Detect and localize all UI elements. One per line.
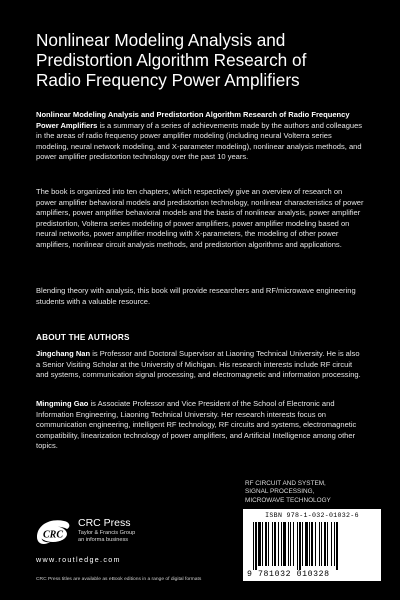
barcode-bar	[302, 522, 303, 566]
author-name-2: Mingming Gao	[36, 399, 89, 408]
barcode-bar	[321, 522, 322, 566]
barcode-bar	[278, 522, 279, 566]
barcode-bar	[331, 522, 332, 566]
crc-logo-text: CRC	[42, 529, 64, 541]
barcode-bar	[327, 522, 328, 566]
isbn-number: ISBN 978-1-032-01032-6	[265, 512, 359, 519]
organization-paragraph: The book is organized into ten chapters, which respectively give an overview of research on power amplifier behavioral models and predistortion technology, nonlinear characteristics of power amplifiers, power amplifier behavioral models and the basis of nonlinear analysis, power amplifier predistortion, Volterra series modeling of power amplifiers, power amplifier modeling based on neural networks, power amplifier modeling with X-parameters, the modeling of other power amplifiers, nonlinear circuit analysis methods, and predistortion algorithms and applications.	[36, 187, 364, 249]
author-bio-1	[36, 349, 364, 381]
subject-category: RF CIRCUIT AND SYSTEM,	[245, 480, 326, 487]
barcode-bar	[272, 522, 273, 566]
publisher-url: www.routledge.com	[36, 555, 121, 564]
summary-paragraph: Blending theory with analysis, this book will provide researchers and RF/microwave engineering students with a valuable resource.	[36, 286, 356, 306]
intro-paragraph	[36, 110, 364, 163]
about-authors-heading: ABOUT THE AUTHORS	[36, 333, 130, 342]
subject-category: MICROWAVE TECHNOLOGY	[245, 496, 331, 504]
crc-logo-icon	[34, 515, 72, 547]
ebook-note: CRC Press titles are available as eBook editions in a range of digital formats	[36, 577, 202, 582]
intro-lead-bold: Nonlinear Modeling Analysis and Predistortion Algorithm Research of Radio Frequency Power Amplifiers	[36, 110, 350, 130]
publisher-informa: an informa business	[78, 537, 129, 543]
barcode-bar	[311, 522, 313, 566]
barcode-bars	[253, 522, 371, 570]
barcode-bar	[324, 522, 326, 566]
barcode-bar	[258, 522, 261, 566]
barcode-bar	[255, 522, 257, 570]
subject-categories	[245, 480, 385, 505]
author-bio-2	[36, 399, 364, 452]
barcode-bar	[268, 522, 269, 566]
barcode-bar	[281, 522, 282, 566]
author-bio-text-2: is Associate Professor and Vice President of the School of Electronic and Information Engineering, Liaoning Technical University. Her research interests focus on communication engineering, intelligent RF technology, RF circuits and systems, electromagnetic compatibility, linearization technology of power amplifiers, and Artificial Intelligence among other topics.	[36, 399, 357, 451]
subject-category: SIGNAL PROCESSING,	[245, 488, 315, 496]
barcode-bar	[265, 522, 267, 566]
barcode-bar	[262, 522, 263, 566]
book-title: Nonlinear Modeling Analysis and Predistortion Algorithm Research of Radio Frequency Power Amplifiers	[36, 30, 307, 90]
barcode-bar	[299, 522, 301, 570]
author-name-1: Jingchang Nan	[36, 349, 91, 358]
barcode-bar	[336, 522, 338, 570]
publisher-block	[34, 515, 234, 555]
barcode-bar	[283, 522, 286, 566]
isbn-barcode	[243, 509, 381, 581]
author-bio-text-1: is Professor and Doctoral Supervisor at Liaoning Technical University. He is also a Senior Visiting Scholar at the University of Michigan. His research interests include RF circuit and systems, communication signal processing, and electromagnetic and information processing.	[36, 349, 361, 380]
barcode-bar	[305, 522, 308, 566]
barcode-bar	[334, 522, 335, 566]
barcode-bar	[288, 522, 289, 566]
barcode-bar	[290, 522, 291, 566]
barcode-bar	[274, 522, 276, 566]
barcode-bar	[319, 522, 320, 566]
publisher-group: Taylor & Francis Group	[78, 530, 136, 536]
barcode-bar	[253, 522, 254, 570]
barcode-bar	[297, 522, 298, 570]
barcode-bar	[315, 522, 316, 566]
intro-lead-rest: is a summary of a series of achievements made by the authors and colleagues in the areas of radio frequency power amplifier modeling (including neural Volterra series modeling, neural network modeling, and X-parameter modeling), nonlinear analysis methods, and power amplifier predistortion technology over the past 10 years.	[36, 120, 363, 162]
barcode-bar	[309, 522, 310, 566]
publisher-name: CRC Press	[78, 517, 131, 529]
barcode-bar	[293, 522, 294, 566]
barcode-digits: 9 781032 010328	[247, 570, 330, 579]
